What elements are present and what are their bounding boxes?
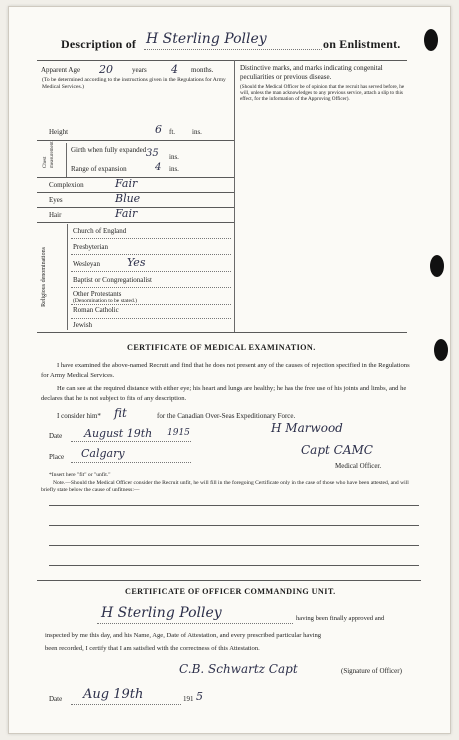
religion-roman-catholic: Roman Catholic bbox=[73, 306, 119, 314]
religion-wesleyan: Wesleyan bbox=[73, 260, 101, 268]
complexion-value: Fair bbox=[115, 177, 138, 190]
girth-value: 35 bbox=[146, 148, 159, 159]
girth-label: Girth when fully expanded bbox=[71, 146, 147, 154]
rule-chest-top bbox=[37, 140, 234, 141]
ins-label: ins. bbox=[192, 128, 202, 136]
unfit-cause-line-3 bbox=[49, 545, 419, 546]
insert-fit-footnote: *Insert here "fit" or "unfit." bbox=[49, 472, 111, 478]
religion-row-line-4 bbox=[71, 287, 231, 288]
religion-other-protestants: Other Protestants bbox=[73, 290, 122, 298]
medical-officer-signature: H Marwood bbox=[271, 421, 343, 435]
form-title-prefix: Description of bbox=[61, 37, 137, 51]
officer-name-line bbox=[97, 623, 293, 624]
months-label: months. bbox=[191, 66, 214, 74]
officer-recruit-name: H Sterling Polley bbox=[101, 605, 222, 621]
religion-presbyterian: Presbyterian bbox=[73, 243, 108, 251]
bottom-rule-top-section bbox=[37, 332, 407, 333]
height-label: Height bbox=[49, 128, 69, 136]
officer-text-line-3: been recorded, I certify that I am satisfied with the correctness of this Attestation. bbox=[45, 645, 260, 652]
medical-place-line bbox=[71, 462, 191, 463]
column-divider bbox=[234, 60, 235, 332]
age-note: (To be determined according to the instructions given in the Regulations for Army Medical Services.) bbox=[42, 77, 226, 90]
eyes-label: Eyes bbox=[49, 196, 63, 204]
punch-hole-bottom bbox=[434, 339, 448, 361]
previous-service-note: (Should the Medical Officer be of opinion that the recruit has served before, he will, unless the man acknowledges to any previous service, attach a slip to this effect, for the information of the Approving Officer). bbox=[240, 84, 405, 103]
officer-date-year-hand: 5 bbox=[196, 690, 203, 703]
officer-text-line-2: inspected by me this day, and his Name, Age, Date of Attestation, and every prescribed particular having bbox=[45, 632, 322, 639]
officer-date-label: Date bbox=[49, 695, 63, 703]
complexion-label: Complexion bbox=[49, 181, 84, 189]
officer-signature: C.B. Schwartz Capt bbox=[179, 662, 298, 676]
age-years-value: 20 bbox=[99, 63, 113, 76]
punch-hole-top bbox=[424, 29, 438, 51]
years-label: years bbox=[132, 66, 147, 74]
attestation-page bbox=[8, 6, 451, 734]
unfit-cause-line-4 bbox=[49, 565, 419, 566]
religion-row-line-5 bbox=[71, 304, 231, 305]
medical-place-value: Calgary bbox=[81, 447, 125, 460]
religion-row-line-3 bbox=[71, 271, 231, 272]
medical-officer-rank: Capt CAMC bbox=[301, 443, 373, 457]
consider-him-suffix: for the Canadian Over-Seas Expeditionary Force. bbox=[157, 412, 296, 420]
height-ft-value: 6 bbox=[155, 123, 162, 136]
officer-date-line bbox=[71, 704, 181, 705]
religion-baptist: Baptist or Congregationalist bbox=[73, 276, 152, 284]
medical-date-line bbox=[71, 441, 191, 442]
officer-section-rule bbox=[37, 580, 421, 581]
unfit-cause-line-2 bbox=[49, 525, 419, 526]
girth-unit: ins. bbox=[169, 153, 179, 161]
hair-label: Hair bbox=[49, 211, 62, 219]
medical-paragraph-1: I have examined the above-named Recruit and find that he does not present any of the causes of rejection specified in the Regulations for Army Medical Services. bbox=[41, 362, 410, 379]
range-value: 4 bbox=[155, 162, 162, 173]
medical-certificate-title: CERTIFICATE OF MEDICAL EXAMINATION. bbox=[127, 343, 316, 352]
age-months-value: 4 bbox=[171, 63, 178, 76]
religion-denomination-note: (Denomination to be stated.) bbox=[73, 298, 138, 304]
eyes-value: Blue bbox=[115, 192, 141, 205]
range-label: Range of expansion bbox=[71, 165, 127, 173]
medical-date-year: 1915 bbox=[167, 428, 190, 438]
medical-date-label: Date bbox=[49, 432, 63, 440]
name-underline bbox=[144, 49, 322, 50]
religious-denominations-label: Religious denominations bbox=[41, 247, 47, 307]
officer-signature-label: (Signature of Officer) bbox=[341, 667, 402, 675]
chest-bracket bbox=[66, 143, 67, 177]
medical-date-value: August 19th bbox=[84, 427, 153, 440]
religion-jewish: Jewish bbox=[73, 321, 93, 329]
distinctive-marks-title: Distinctive marks, and marks indicating congenital peculiarities or previous disease. bbox=[240, 64, 383, 81]
medical-place-label: Place bbox=[49, 453, 65, 461]
unfit-cause-line-1 bbox=[49, 505, 419, 506]
consider-him-prefix: I consider him* bbox=[57, 412, 101, 420]
religion-row-line-1 bbox=[71, 238, 231, 239]
punch-hole-middle bbox=[430, 255, 444, 277]
form-title-suffix: on Enlistment. bbox=[323, 37, 401, 51]
religion-wesleyan-value: Yes bbox=[127, 256, 146, 269]
unfit-note: Note.—Should the Medical Officer consider the Recruit unfit, he will fill in the foregoing Certificate only in the case of those who have been attested, and will briefly state below the cause of unfitness:— bbox=[41, 480, 409, 493]
top-rule bbox=[37, 60, 407, 61]
consider-value-fit: fit bbox=[114, 406, 127, 420]
chest-measurement-label: Chest measurement bbox=[43, 141, 55, 168]
apparent-age-label: Apparent Age bbox=[41, 66, 81, 74]
rule-religion-top bbox=[37, 222, 234, 223]
ft-label: ft. bbox=[169, 128, 176, 136]
religion-church-of-england: Church of England bbox=[73, 227, 127, 235]
range-unit: ins. bbox=[169, 165, 179, 173]
hair-value: Fair bbox=[115, 207, 138, 220]
recruit-name-handwritten: H Sterling Polley bbox=[146, 31, 267, 47]
officer-date-year-prefix: 191 bbox=[183, 695, 194, 703]
medical-paragraph-2: He can see at the required distance with either eye; his heart and lungs are healthy; he has the free use of his joints and limbs, and he declares that he is not subject to fits of any description. bbox=[41, 385, 407, 402]
officer-text-after-name: having been finally approved and bbox=[296, 615, 385, 622]
officer-date-value: Aug 19th bbox=[83, 687, 144, 702]
religion-row-line-2 bbox=[71, 254, 231, 255]
religion-bracket bbox=[67, 224, 68, 330]
medical-officer-label: Medical Officer. bbox=[335, 462, 382, 470]
religion-row-line-6 bbox=[71, 318, 231, 319]
officer-certificate-title: CERTIFICATE OF OFFICER COMMANDING UNIT. bbox=[125, 587, 336, 596]
